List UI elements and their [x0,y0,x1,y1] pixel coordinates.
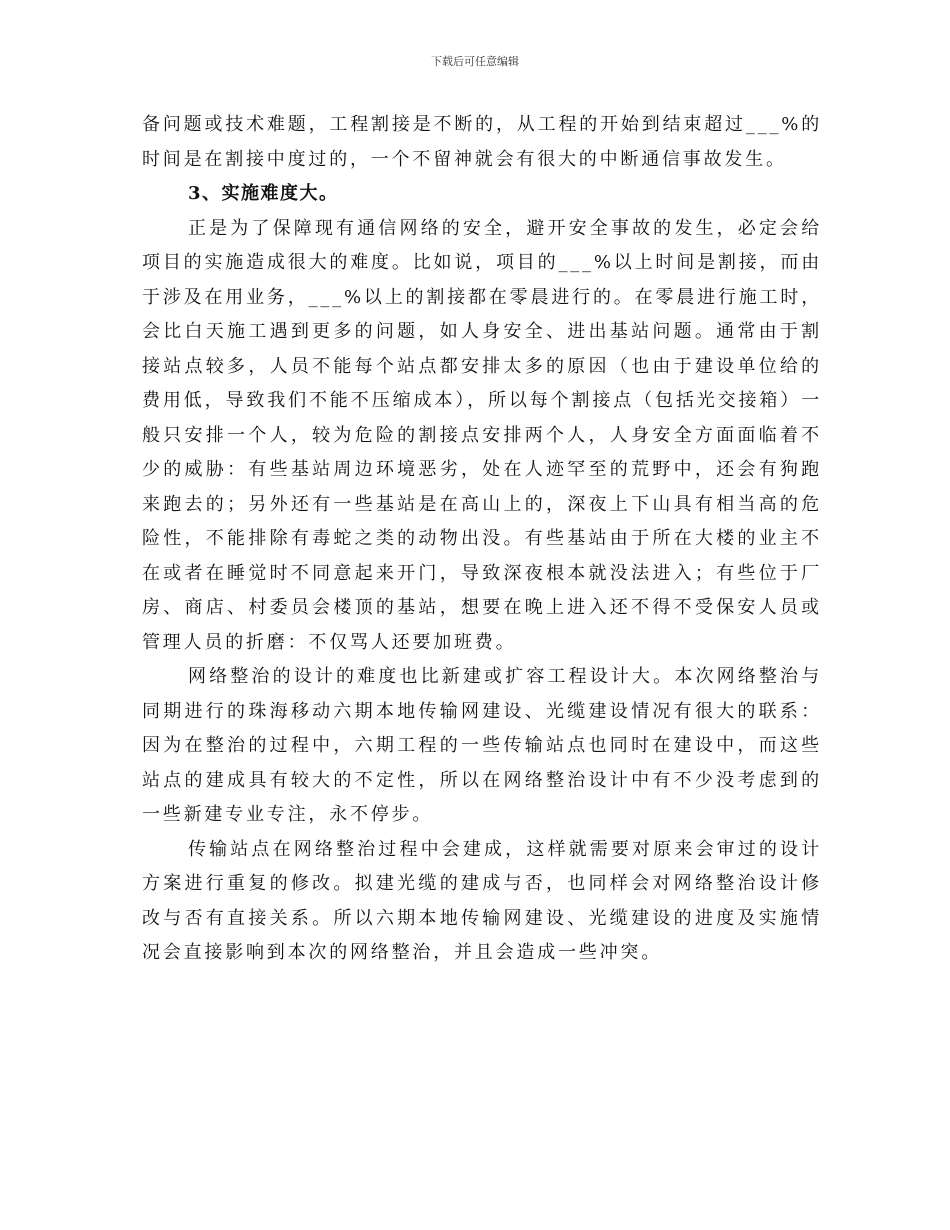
section-heading: 3、实施难度大。 [188,183,339,204]
paragraph-implementation-difficulty: 正是为了保障现有通信网络的安全，避开安全事故的发生，必定会给项目的实施造成很大的难度。比如说，项目的___%以上时间是割接，而由于涉及在用业务，___%以上的割接都在零晨进行的。在零晨进行施工时，会比白天施工遇到更多的问题，如人身安全、进出基站问题。通常由于割接站点较多，人员不能每个站点都安排太多的原因（也由于建设单位给的费用低，导致我们不能不压缩成本），所以每个割接点（包括光交接箱）一般只安排一个人，较为危险的割接点安排两个人，人身安全方面面临着不少的威胁：有些基站周边环境恶劣，处在人迹罕至的荒野中，还会有狗跑来跑去的；另外还有一些基站是在高山上的，深夜上下山具有相当高的危险性，不能排除有毒蛇之类的动物出没。有些基站由于所在大楼的业主不在或者在睡觉时不同意起来开门，导致深夜根本就没法进入；有些位于厂房、商店、村委员会楼顶的基站，想要在晚上进入还不得不受保安人员或管理人员的折磨：不仅骂人还要加班费。 [142,217,822,653]
paragraph-continued: 备问题或技术难题，工程割接是不断的，从工程的开始到结束超过___%的时间是在割接中度过的，一个不留神就会有很大的中断通信事故发生。 [142,114,822,170]
paragraph-design-difficulty: 网络整治的设计的难度也比新建或扩容工程设计大。本次网络整治与同期进行的珠海移动六期本地传输网建设、光缆建设情况有很大的联系：因为在整治的过程中，六期工程的一些传输站点也同时在建设中，而这些站点的建成具有较大的不定性，所以在网络整治设计中有不少没考虑到的一些新建专业专注，永不停步。 [142,666,822,825]
paragraph-station-construction: 传输站点在网络整治过程中会建成，这样就需要对原来会审过的设计方案进行重复的修改。拟建光缆的建成与否，也同样会对网络整治设计修改与否有直接关系。所以六期本地传输网建设、光缆建设的进度及实施情况会直接影响到本次的网络整治，并且会造成一些冲突。 [142,838,822,963]
running-header: 下载后可任意编辑 [431,55,519,68]
document-body [142,108,822,971]
